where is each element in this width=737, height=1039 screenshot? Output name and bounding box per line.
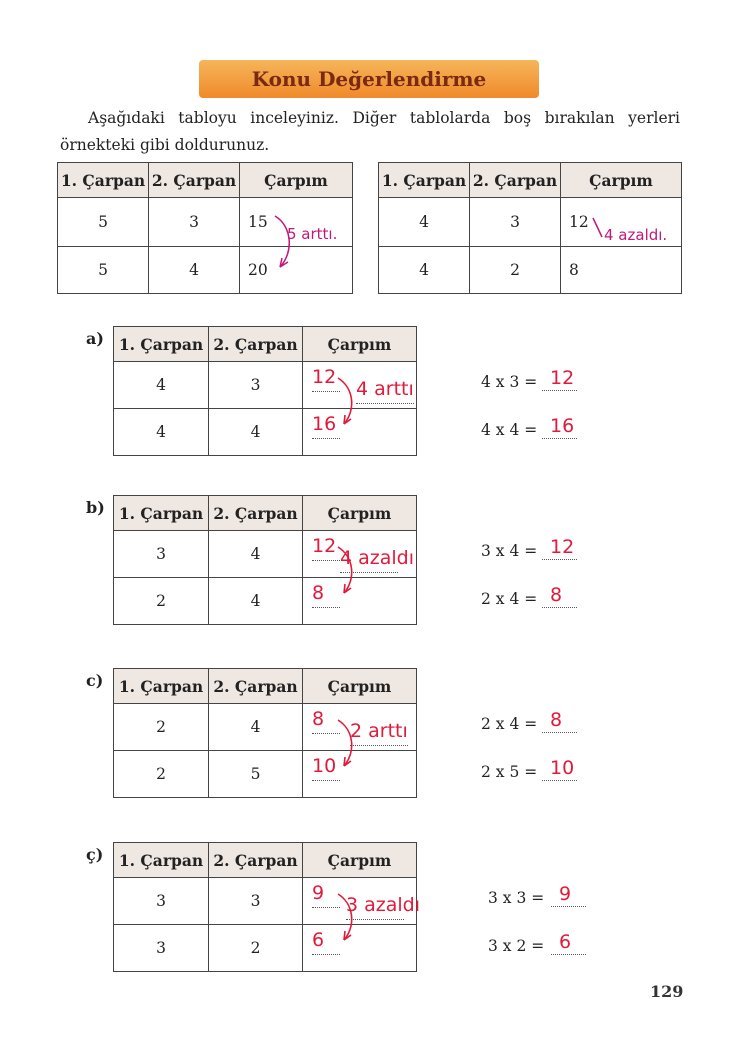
cell-product: 20: [240, 247, 353, 294]
exercise-label: b): [86, 498, 105, 517]
answer-dotted-line: [312, 954, 340, 955]
header-second-factor: 2. Çarpan: [209, 669, 303, 704]
note-dotted-line: [340, 572, 398, 573]
answer-dotted-line: [542, 732, 577, 733]
cell-factor2: 5: [209, 751, 303, 798]
exercise-label: c): [86, 671, 104, 690]
exercise-label: a): [86, 329, 104, 348]
cell-factor1: 2: [114, 578, 209, 625]
note-dotted-line: [350, 745, 408, 746]
handwritten-product: 16: [312, 413, 337, 435]
equation-answer: 6: [559, 931, 572, 953]
equation-text: 3 x 4 =: [481, 542, 538, 560]
cell-factor2: 2: [209, 925, 303, 972]
note-dotted-line: [356, 403, 414, 404]
change-note: 4 arttı: [356, 378, 414, 400]
cell-factor2: 4: [209, 531, 303, 578]
answer-dotted-line: [551, 906, 586, 907]
header-product: Çarpım: [303, 327, 417, 362]
header-product: Çarpım: [303, 496, 417, 531]
header-product: Çarpım: [561, 163, 682, 198]
equation-answer: 9: [559, 883, 572, 905]
answer-dotted-line: [542, 390, 577, 391]
change-note: 4 azaldı: [340, 547, 415, 569]
answer-dotted-line: [542, 438, 577, 439]
cell-factor1: 5: [58, 247, 149, 294]
page-number: 129: [650, 982, 684, 1001]
equation-answer: 16: [550, 415, 575, 437]
handwritten-product: 8: [312, 708, 325, 730]
header-first-factor: 1. Çarpan: [114, 669, 209, 704]
section-title: Konu Değerlendirme: [199, 60, 539, 98]
cell-factor2: 4: [209, 704, 303, 751]
cell-factor1: 3: [114, 878, 209, 925]
change-note: 2 arttı: [350, 720, 408, 742]
cell-factor1: 2: [114, 751, 209, 798]
cell-factor1: 4: [114, 409, 209, 456]
answer-dotted-line: [542, 780, 577, 781]
instruction-text: Aşağıdaki tabloyu inceleyiniz. Diğer tablolarda boş bırakılan yerleri örnekteki gibi doldurunuz.: [60, 109, 680, 154]
cell-factor2: 3: [149, 198, 240, 247]
cell-factor2: 4: [209, 409, 303, 456]
equation-text: 2 x 4 =: [481, 590, 538, 608]
header-first-factor: 1. Çarpan: [114, 843, 209, 878]
equation-text: 2 x 4 =: [481, 715, 538, 733]
cell-factor2: 2: [470, 247, 561, 294]
example-note: 4 azaldı.: [604, 226, 668, 244]
cell-factor1: 4: [114, 362, 209, 409]
cell-factor1: 3: [114, 531, 209, 578]
cell-factor2: 3: [209, 878, 303, 925]
equation-answer: 8: [550, 584, 563, 606]
header-product: Çarpım: [303, 843, 417, 878]
cell-product: 12: [561, 198, 682, 247]
header-product: Çarpım: [303, 669, 417, 704]
equation-answer: 12: [550, 536, 575, 558]
example-note: 5 arttı.: [287, 225, 338, 243]
equation-text: 4 x 4 =: [481, 421, 538, 439]
header-second-factor: 2. Çarpan: [209, 327, 303, 362]
handwritten-product: 9: [312, 882, 325, 904]
answer-dotted-line: [312, 438, 340, 439]
header-first-factor: 1. Çarpan: [114, 327, 209, 362]
cell-factor2: 4: [209, 578, 303, 625]
handwritten-product: 8: [312, 582, 325, 604]
handwritten-product: 6: [312, 929, 325, 951]
answer-dotted-line: [551, 954, 586, 955]
cell-factor1: 5: [58, 198, 149, 247]
header-second-factor: 2. Çarpan: [470, 163, 561, 198]
answer-dotted-line: [542, 559, 577, 560]
cell-factor2: 3: [470, 198, 561, 247]
header-first-factor: 1. Çarpan: [114, 496, 209, 531]
equation-text: 2 x 5 =: [481, 763, 538, 781]
header-second-factor: 2. Çarpan: [209, 496, 303, 531]
handwritten-product: 12: [312, 535, 337, 557]
arrow-icon: [270, 212, 300, 274]
equation-text: 3 x 3 =: [488, 889, 545, 907]
header-second-factor: 2. Çarpan: [149, 163, 240, 198]
header-product: Çarpım: [240, 163, 353, 198]
note-dotted-line: [346, 919, 404, 920]
equation-answer: 10: [550, 757, 575, 779]
cell-product: 15: [240, 198, 353, 247]
answer-dotted-line: [312, 607, 340, 608]
equation-text: 3 x 2 =: [488, 937, 545, 955]
answer-dotted-line: [312, 780, 340, 781]
cell-factor1: 4: [379, 198, 470, 247]
handwritten-product: 12: [312, 366, 337, 388]
answer-dotted-line: [542, 607, 577, 608]
header-first-factor: 1. Çarpan: [58, 163, 149, 198]
cell-factor2: 3: [209, 362, 303, 409]
equation-text: 4 x 3 =: [481, 373, 538, 391]
exercise-label: ç): [86, 845, 104, 864]
cell-factor1: 3: [114, 925, 209, 972]
change-note: 3 azaldı: [346, 894, 421, 916]
handwritten-product: 10: [312, 755, 337, 777]
equation-answer: 12: [550, 367, 575, 389]
header-second-factor: 2. Çarpan: [209, 843, 303, 878]
cell-factor1: 4: [379, 247, 470, 294]
cell-factor2: 4: [149, 247, 240, 294]
header-first-factor: 1. Çarpan: [379, 163, 470, 198]
cell-product: 8: [561, 247, 682, 294]
cell-factor1: 2: [114, 704, 209, 751]
equation-answer: 8: [550, 709, 563, 731]
